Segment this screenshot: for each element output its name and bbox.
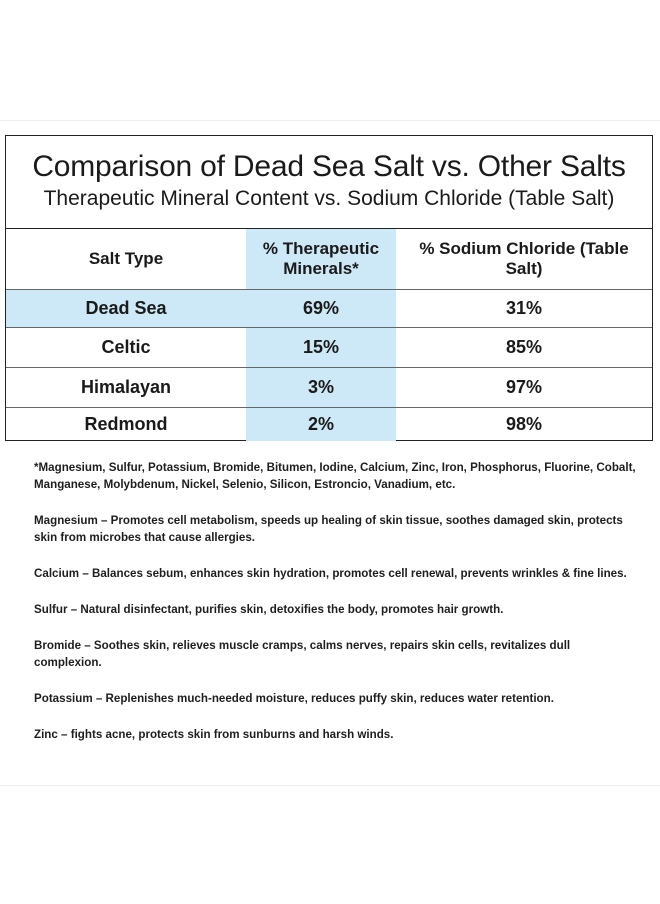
row-himalayan-therapeutic: 3% [307,376,334,397]
row-dead-sea-sodium: 31% [505,297,543,318]
note-calcium: Calcium – Balances sebum, enhances skin hydration, promotes cell renewal, prevents wrinkles & fine lines. [34,567,627,580]
row-celtic-sodium: 85% [505,336,543,357]
infographic-sheet [0,120,660,786]
header-therapeutic-minerals: % Therapeutic Minerals* [262,239,380,278]
row-redmond-name: Redmond [84,413,168,434]
note-mineral-list: *Magnesium, Sulfur, Potassium, Bromide, Bitumen, Iodine, Calcium, Zinc, Iron, Phosphorus, Fluorine, Cobalt, Manganese, Molybdenum, Nickel, Selenio, Silicon, Estroncio, Vanadium, etc. [34,461,636,491]
header-salt-type: Salt Type [88,249,164,268]
note-bromide: Bromide – Soothes skin, relieves muscle cramps, calms nerves, repairs skin cells, revitalizes dull complexion. [34,639,571,669]
row-redmond-therapeutic: 2% [307,413,334,434]
page-title: Comparison of Dead Sea Salt vs. Other Salts [32,150,626,183]
comparison-table [5,135,653,441]
row-dead-sea-name: Dead Sea [85,297,167,318]
page-subtitle: Therapeutic Mineral Content vs. Sodium Chloride (Table Salt) [43,187,615,210]
header-sodium-chloride: % Sodium Chloride (Table Salt) [419,239,629,278]
note-potassium: Potassium – Replenishes much-needed moisture, reduces puffy skin, reduces water retention. [34,692,554,705]
title-block [6,136,652,228]
row-celtic-name: Celtic [101,336,151,357]
note-zinc: Zinc – fights acne, protects skin from sunburns and harsh winds. [34,728,394,741]
row-himalayan-name: Himalayan [80,376,172,397]
note-magnesium: Magnesium – Promotes cell metabolism, speeds up healing of skin tissue, soothes damaged skin, protects skin from microbes that cause allergies. [34,514,623,544]
mineral-notes [34,459,638,762]
row-himalayan-sodium: 97% [505,376,543,397]
row-celtic-therapeutic: 15% [302,336,340,357]
note-sulfur: Sulfur – Natural disinfectant, purifies skin, detoxifies the body, promotes hair growth. [34,603,504,616]
row-dead-sea-therapeutic: 69% [302,297,340,318]
row-redmond-sodium: 98% [505,413,543,434]
